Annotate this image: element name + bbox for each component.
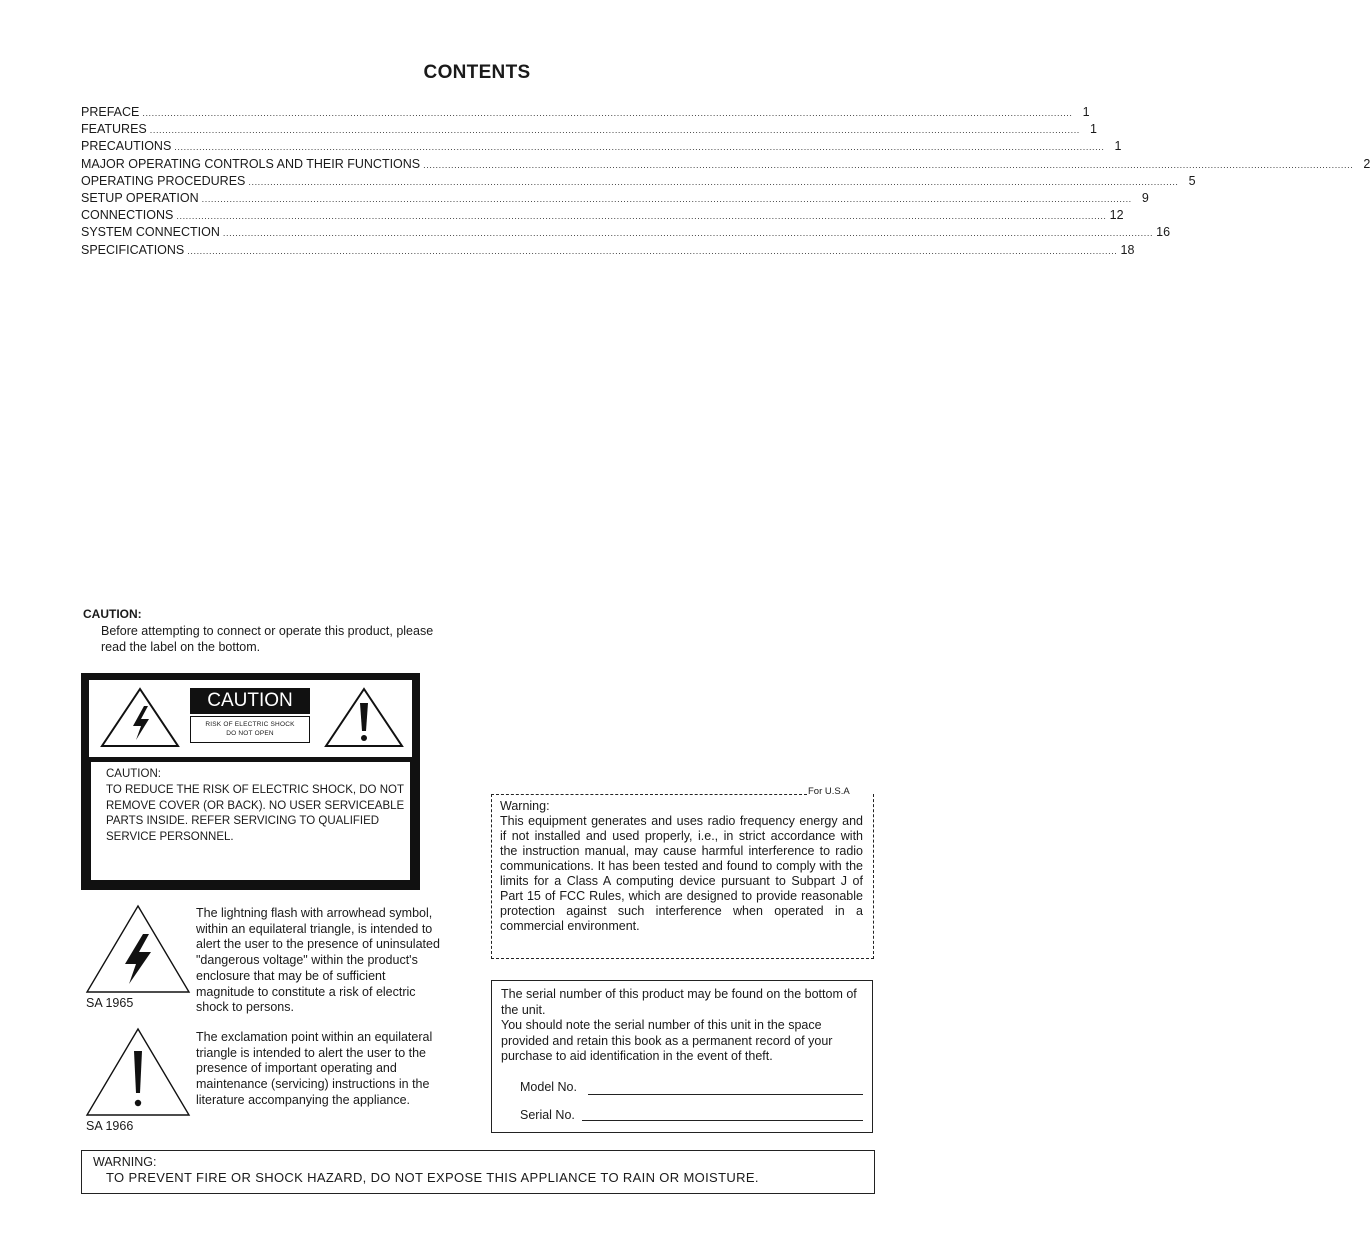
- lightning-symbol-icon: [85, 904, 191, 994]
- fcc-warning-content: [500, 799, 863, 934]
- symbol-code: SA 1966: [86, 1119, 134, 1133]
- toc-row[interactable]: [81, 173, 1196, 190]
- serial-text-2: You should note the serial number of this unit in the space provided and retain this book as a permanent record of your purchase to aid identification in the event of theft.: [501, 1018, 833, 1063]
- caution-body-heading: CAUTION:: [106, 768, 161, 780]
- toc-leader: ............................................................................................................................................................................................................................................................................................................: [142, 108, 1073, 118]
- toc-row[interactable]: [81, 156, 1370, 173]
- serial-number-text: [501, 987, 864, 1065]
- toc-leader: ............................................................................................................................................................................................................................................................................................................: [176, 211, 1107, 222]
- toc-page: 1: [1082, 105, 1090, 119]
- toc-label: SETUP OPERATION: [81, 190, 199, 205]
- exclamation-symbol-icon: [85, 1027, 191, 1117]
- fcc-warning-text: This equipment generates and uses radio frequency energy and if not installed and used properly, i.e., in strict accordance with the instruction manual, may cause harmful interference to radio communications. It has been tested and found to comply with the limits for a Class A computing device pursuant to Subpart J of Part 15 of FCC Rules, which are designed to provide reasonable protection against such interference when operated in a commercial environment.: [500, 814, 863, 933]
- caution-sub-line-2: DO NOT OPEN: [226, 730, 274, 737]
- serial-text-1: The serial number of this product may be found on the bottom of the unit.: [501, 987, 857, 1017]
- toc-leader: ............................................................................................................................................................................................................................................................................................................: [423, 159, 1354, 170]
- toc-page: 18: [1120, 242, 1135, 257]
- toc-row[interactable]: [81, 242, 1135, 259]
- caution-heading: CAUTION:: [83, 607, 142, 621]
- table-of-contents: [81, 104, 1370, 259]
- toc-leader: ............................................................................................................................................................................................................................................................................................................: [149, 125, 1080, 136]
- toc-row[interactable]: [81, 104, 1090, 121]
- toc-page: 16: [1156, 225, 1171, 240]
- toc-page: 1: [1089, 122, 1097, 137]
- toc-label: OPERATING PROCEDURES: [81, 173, 246, 188]
- toc-page: 1: [1114, 139, 1122, 154]
- page-title: CONTENTS: [423, 62, 531, 83]
- lightning-warning-icon: [100, 687, 180, 749]
- toc-row[interactable]: [81, 207, 1124, 224]
- toc-page: 5: [1188, 173, 1196, 188]
- caution-label-sub: [190, 716, 310, 743]
- serial-number-field[interactable]: [582, 1120, 863, 1121]
- toc-label: FEATURES: [81, 122, 147, 137]
- toc-row[interactable]: [81, 224, 1171, 241]
- toc-label: SPECIFICATIONS: [81, 242, 185, 257]
- fcc-region-label: For U.S.A: [808, 786, 850, 797]
- warning-text: TO PREVENT FIRE OR SHOCK HAZARD, DO NOT EXPOSE THIS APPLIANCE TO RAIN OR MOISTURE.: [106, 1170, 759, 1185]
- symbol-code: SA 1965: [86, 996, 134, 1010]
- toc-leader: ............................................................................................................................................................................................................................................................................................................: [174, 142, 1105, 153]
- exclamation-symbol-text: The exclamation point within an equilateral triangle is intended to alert the user to the presence of important operating and maintenance (servicing) instructions in the literature accompanying the appliance.: [196, 1030, 433, 1107]
- toc-leader: ............................................................................................................................................................................................................................................................................................................: [222, 228, 1154, 239]
- toc-row[interactable]: [81, 121, 1097, 138]
- toc-page: 12: [1109, 208, 1124, 223]
- lightning-symbol-text: The lightning flash with arrowhead symbol, within an equilateral triangle, is intended to alert the user to the presence of uninsulated "dangerous voltage" within the product's enclosure that may be of sufficient magnitude to constitute a risk of electric shock to persons.: [196, 906, 440, 1015]
- toc-page: 9: [1141, 190, 1149, 205]
- caution-label-title: CAUTION: [190, 688, 310, 714]
- exclamation-warning-icon: [324, 687, 404, 749]
- toc-leader: ............................................................................................................................................................................................................................................................................................................: [248, 176, 1179, 187]
- toc-label: PREFACE: [81, 105, 140, 119]
- toc-label: CONNECTIONS: [81, 208, 174, 223]
- toc-page: 2: [1363, 156, 1370, 171]
- toc-label: PRECAUTIONS: [81, 139, 172, 154]
- model-number-label: Model No.: [520, 1080, 577, 1094]
- toc-label: MAJOR OPERATING CONTROLS AND THEIR FUNCTIONS: [81, 156, 421, 171]
- caution-label-body: [106, 767, 406, 846]
- caution-body-text: TO REDUCE THE RISK OF ELECTRIC SHOCK, DO NOT REMOVE COVER (OR BACK). NO USER SERVICEABLE PARTS INSIDE. REFER SERVICING TO QUALIFIED SERVICE PERSONNEL.: [106, 783, 405, 844]
- toc-leader: ............................................................................................................................................................................................................................................................................................................: [187, 245, 1118, 256]
- warning-label: WARNING:: [93, 1155, 157, 1169]
- toc-label: SYSTEM CONNECTION: [81, 225, 220, 240]
- caution-note-text: Before attempting to connect or operate this product, please read the label on the bottom.: [101, 624, 434, 654]
- serial-number-label: Serial No.: [520, 1108, 575, 1122]
- toc-row[interactable]: [81, 138, 1122, 155]
- caution-sub-line-1: RISK OF ELECTRIC SHOCK: [205, 721, 295, 728]
- toc-leader: ............................................................................................................................................................................................................................................................................................................: [201, 193, 1132, 204]
- toc-row[interactable]: [81, 190, 1149, 207]
- fcc-warning-heading: Warning:: [500, 799, 550, 813]
- model-number-field[interactable]: [588, 1094, 863, 1095]
